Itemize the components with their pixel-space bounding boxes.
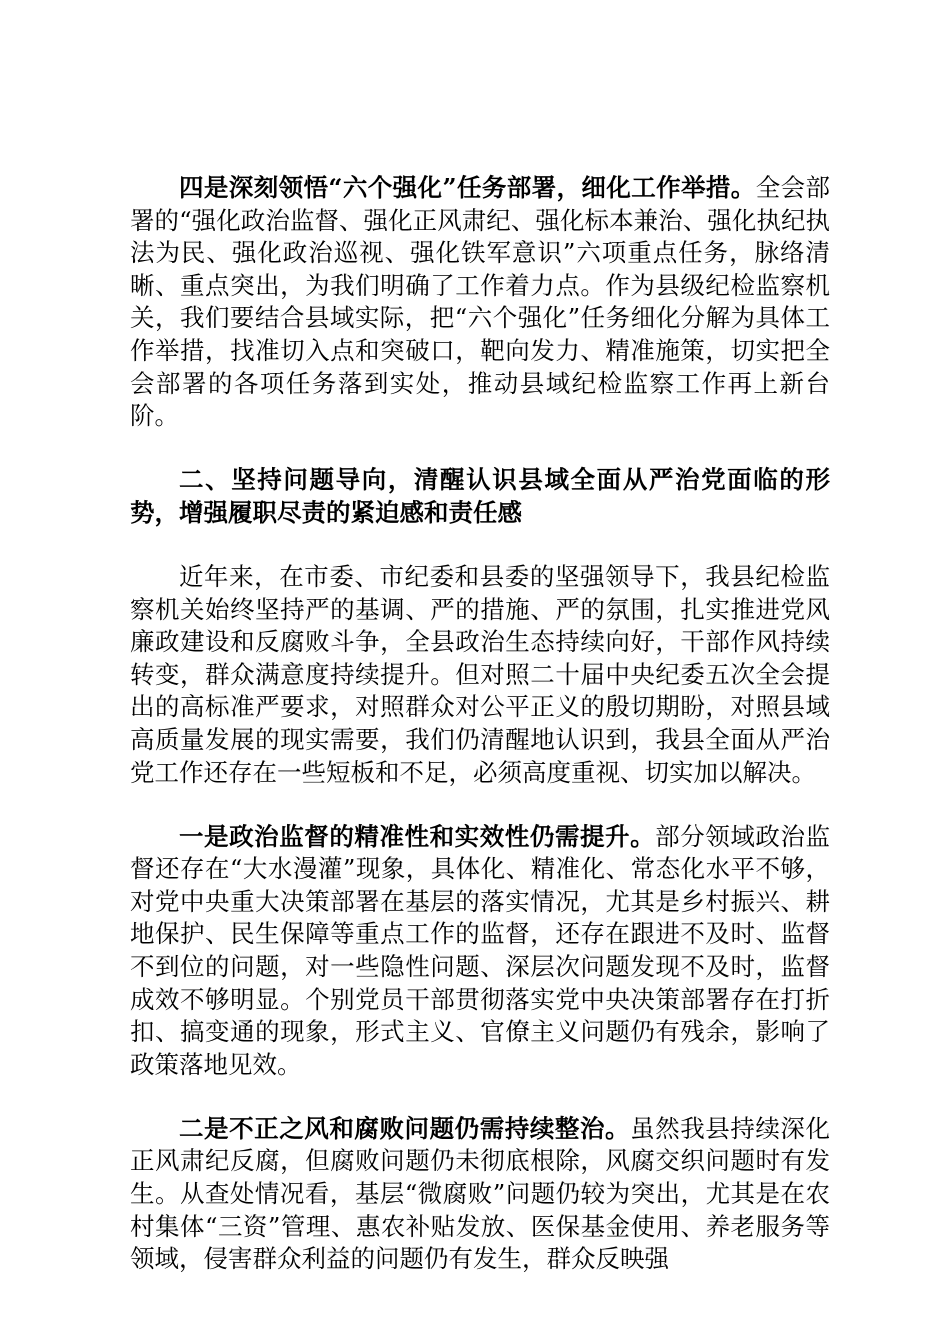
paragraph-body: 虽然我县持续深化正风肃纪反腐，但腐败问题仍未彻底根除，风腐交织问题时有发生。从查处情况看，基层“微腐败”问题仍较为突出，尤其是在农村集体“三资”管理、惠农补贴发放、医保基金使用、养老服务等领域，侵害群众利益的问题仍有发生，群众反映强 [130, 1113, 830, 1274]
section-heading: 二、坚持问题导向，清醒认识县域全面从严治党面临的形势，增强履职尽责的紧迫感和责任感 [130, 465, 830, 527]
paragraph-body: 全会部署的“强化政治监督、强化正风肃纪、强化标本兼治、强化执纪执法为民、强化政治巡视、强化铁军意识”六项重点任务，脉络清晰、重点突出，为我们明确了工作着力点。作为县级纪检监察机关，我们要结合县域实际，把“六个强化”任务细化分解为具体工作举措，找准切入点和突破口，靶向发力、精准施策，切实把全会部署的各项任务落到实处，推动县域纪检监察工作再上新台阶。 [130, 173, 830, 431]
paragraph-body: 部分领域政治监督还存在“大水漫灌”现象，具体化、精准化、常态化水平不够，对党中央重大决策部署在基层的落实情况，尤其是乡村振兴、耕地保护、民生保障等重点工作的监督，还存在跟进不及时、监督不到位的问题，对一些隐性问题、深层次问题发现不及时，监督成效不够明显。个别党员干部贯彻落实党中央决策部署存在打折扣、搞变通的现象，形式主义、官僚主义问题仍有残余，影响了政策落地见效。 [130, 821, 830, 1079]
paragraph-lead: 四是深刻领悟“六个强化”任务部署，细化工作举措。 [179, 173, 756, 202]
paragraph-lead: 二是不正之风和腐败问题仍需持续整治。 [179, 1113, 631, 1143]
paragraph-six-strengthenings [130, 172, 830, 433]
issue-paragraph-corruption [130, 1113, 830, 1276]
section-intro: 近年来，在市委、市纪委和县委的坚强领导下，我县纪检监察机关始终坚持严的基调、严的措施、严的氛围，扎实推进党风廉政建设和反腐败斗争，全县政治生态持续向好，干部作风持续转变，群众满意度持续提升。但对照二十届中央纪委五次全会提出的高标准严要求，对照群众对公平正义的殷切期盼，对照县域高质量发展的现实需要，我们仍清醒地认识到，我县全面从严治党工作还存在一些短板和不足，必须高度重视、切实加以解决。 [130, 561, 830, 787]
issue-paragraph-political-supervision [130, 821, 830, 1082]
paragraph-lead: 一是政治监督的精准性和实效性仍需提升。 [179, 821, 656, 851]
document-page [130, 172, 830, 1307]
